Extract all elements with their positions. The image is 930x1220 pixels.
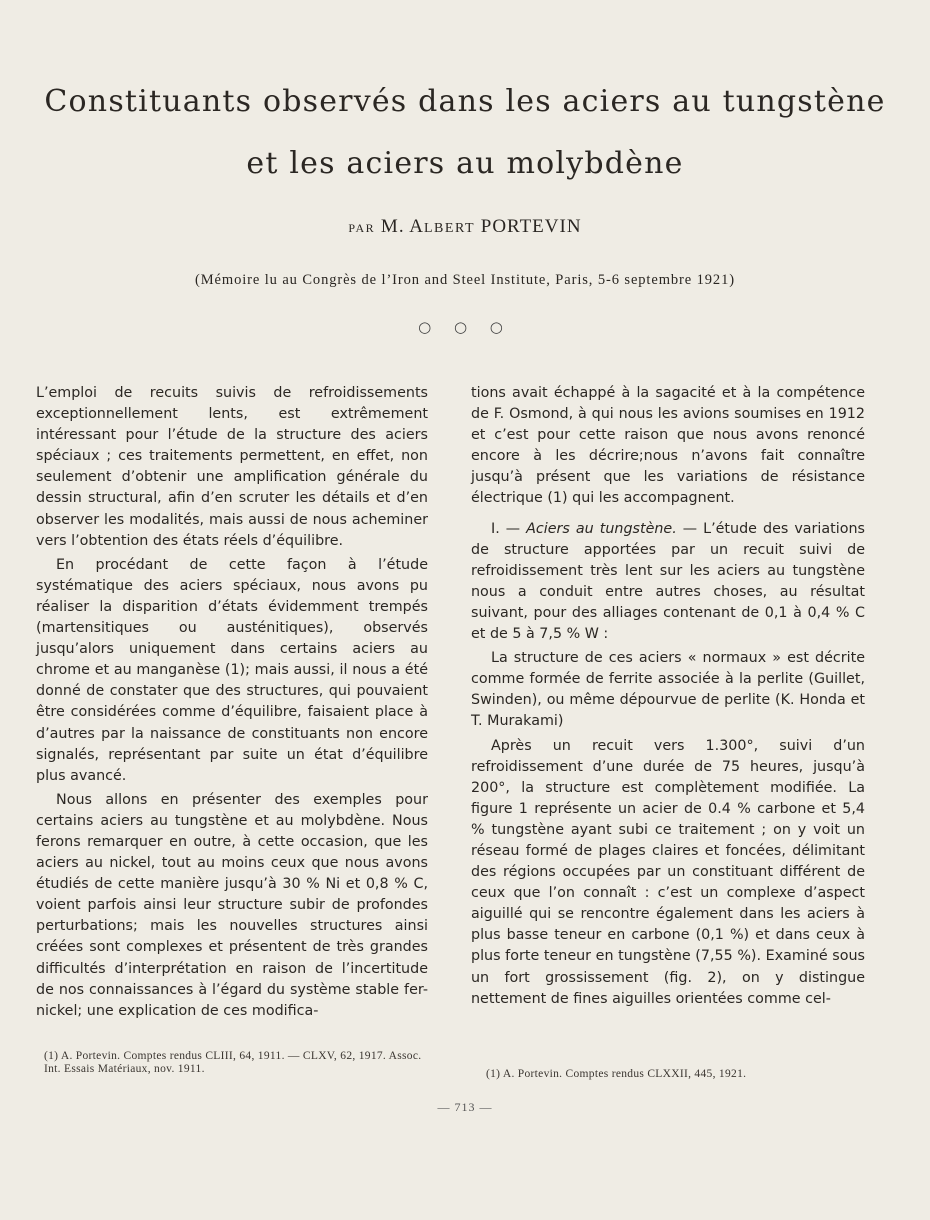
- ornament-circles: ○ ○ ○: [418, 318, 512, 336]
- paragraph: Nous allons en présenter des exemples pour certains aciers au tungstène et au molybdène. Nous ferons remarquer en outre, à cette occasion, que les aciers au nickel, tout au moins ceux que nous avons étudiés de cette manière jusqu’à 30 % Ni et 0,8 % C, voient parfois ainsi leur structure subir de profondes perturbations; mais les nouvelles structures ainsi créées sont complexes et présentent de très grandes difficultés d’interprétation en raison de l’incertitude de nos connaissances à l’égard du système stable fer-nickel; une explication de ces modifica-: [36, 791, 428, 1019]
- page-number: — 713 —: [437, 1100, 493, 1114]
- section-title: Aciers au tungstène.: [526, 520, 677, 537]
- left-column: [36, 383, 428, 1022]
- article-title-line-1: Constituants observés dans les aciers au tungstène: [44, 84, 886, 119]
- paragraph: En procédant de cette façon à l’étude systématique des aciers spéciaux, nous avons pu réaliser la disparition d’états évidemment trempés (martensitiques ou austénitiques), observés jusqu’alors uniquement dans certains aciers au chrome et au manganèse (1); mais aussi, il nous a été donné de constater que des structures, qui pouvaient être considérées comme d’équilibre, faisaient place à d’autres par la naissance de constituants non encore signalés, représentant par suite un état d’équilibre plus avancé.: [36, 556, 428, 784]
- right-column: [471, 383, 865, 1010]
- author-prefix: M. ALBERT: [380, 216, 475, 237]
- section-text: — L’étude des variations de structure apportées par un recuit suivi de refroidissement très lent sur les aciers au tungstène nous a conduit entre autres choses, au résultat suivant, pour des alliages contenant de 0,1 à 0,4 % C et de 5 à 7,5 % W :: [471, 520, 866, 643]
- section-heading-paragraph: [471, 519, 865, 646]
- paragraph: Après un recuit vers 1.300°, suivi d’un refroidissement d’une durée de 75 heures, jusqu’à 200°, la structure est complètement modifiée. La figure 1 représente un acier de 0.4 % carbone et 5,4 % tungstène ayant subi ce traitement ; on y voit un réseau formé de plages claires et foncées, délimitant des régions occupées par un constituant différent de ceux que l’on connaît : c’est un complexe d’aspect aiguillé qui se rencontre également dans les aciers à plus basse teneur en carbone (0,1 %) et dans ceux à plus forte teneur en tungstène (7,55 %). Examiné sous un fort grossissement (fig. 2), on y distingue nettement de fines aiguilles orientées comme cel-: [471, 737, 865, 1007]
- footnote-right: (1) A. Portevin. Comptes rendus CLXXII, 445, 1921.: [486, 1068, 747, 1080]
- author-lastname: PORTEVIN: [480, 216, 582, 237]
- article-title-line-2: et les aciers au molybdène: [246, 146, 684, 181]
- memoire-note: (Mémoire lu au Congrès de l’Iron and Steel Institute, Paris, 5-6 septembre 1921): [195, 272, 735, 288]
- paragraph: tions avait échappé à la sagacité et à la compétence de F. Osmond, à qui nous les avions soumises en 1912 et c’est pour cette raison que nous avons renoncé encore à les décrire;nous n’avons fait connaître jusqu’à présent que les variations de résistance électrique (1) qui les accompagnent.: [471, 385, 865, 507]
- author-byline: [0, 216, 930, 238]
- footnote-left: (1) A. Portevin. Comptes rendus CLIII, 64, 1911. — CLXV, 62, 1917. Assoc. Int. Essais Matériaux, nov. 1911.: [44, 1050, 422, 1075]
- paragraph: L’emploi de recuits suivis de refroidissements exceptionnellement lents, est extrêmement intéressant pour l’étude de la structure des aciers spéciaux ; ces traitements permettent, en effet, non seulement d’obtenir une amplification générale du dessin structural, afin d’en scruter les détails et d’en observer les modalités, mais aussi de nous acheminer vers l’obtention des états réels d’équilibre.: [36, 385, 428, 549]
- byline-par: PAR: [348, 221, 376, 235]
- paragraph: La structure de ces aciers « normaux » est décrite comme formée de ferrite associée à la perlite (Guillet, Swinden), ou même dépourvue de perlite (K. Honda et T. Murakami): [471, 650, 865, 730]
- section-number: I. —: [491, 520, 527, 537]
